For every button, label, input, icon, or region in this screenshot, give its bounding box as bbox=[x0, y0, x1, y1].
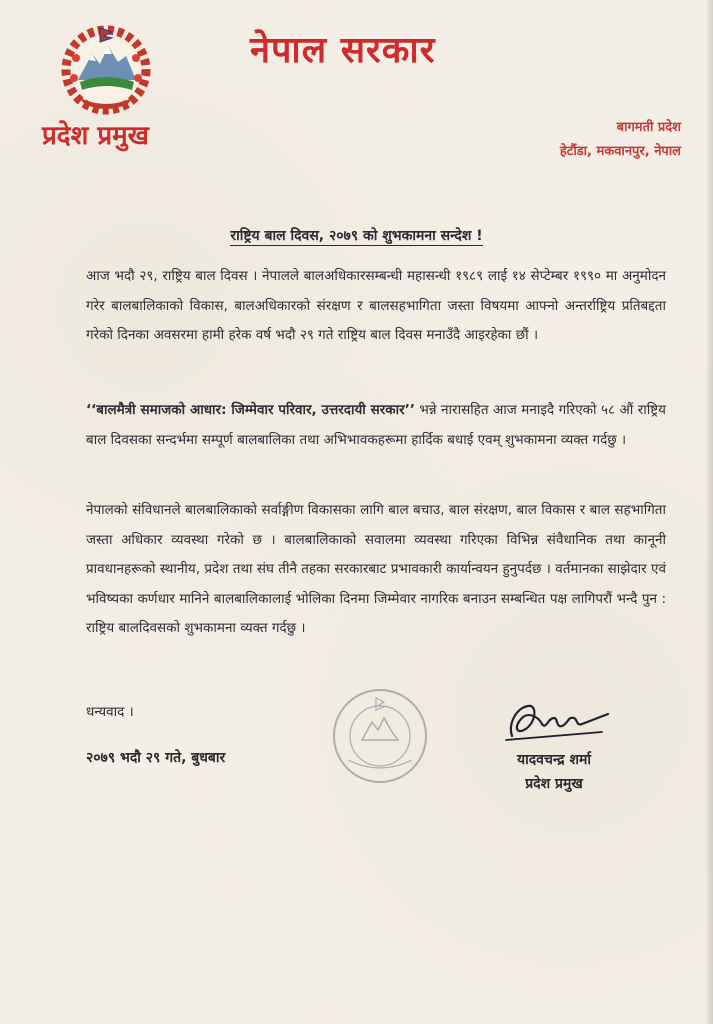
paragraph-1: आज भदौ २९, राष्ट्रिय बाल दिवस । नेपालले बालअधिकारसम्बन्धी महासन्धी १९८९ लाई १४ सेप्टेम्बर १९९० मा अनुमोदन गरेर बालबालिकाको विकास, बालअधिकारको संरक्षण र बालसहभागिता जस्ता विषयमा आफ्नो अन्तर्राष्ट्रिय प्रतिबद्दता गरेको दिनका अवसरमा हामी हरेक वर्ष भदौ २९ गते राष्ट्रिय बाल दिवस मनाउँदै आइरहेका छौं । bbox=[86, 268, 666, 343]
slogan-text: ‘‘बालमैत्री समाजको आधार: जिम्मेवार परिवार, उत्तरदायी सरकार’’ bbox=[86, 402, 415, 418]
thanks-text: धन्यवाद । bbox=[86, 704, 134, 720]
letter-date: २०७९ भदौ २९ गते, बुधबार bbox=[86, 750, 226, 766]
address-city: हेटौंडा, मकवानपुर, नेपाल bbox=[559, 144, 681, 159]
page-edge-shadow bbox=[705, 0, 713, 1024]
office-address bbox=[560, 116, 681, 164]
government-title: नेपाल सरकार bbox=[250, 30, 436, 71]
paragraph-3: नेपालको संविधानले बालबालिकाको सर्वाङ्गीण विकासका लागि बाल बचाउ, बाल संरक्षण, बाल विकास र बाल सहभागिता जस्ता अधिकार व्यवस्था गरेको छ । बालबालिकाको सवालमा व्यवस्था गरिएका विभिन्न संवैधानिक तथा कानूनी प्रावधानहरूको स्थानीय, प्रदेश तथा संघ तीनै तहका सरकारबाट प्रभावकारी कार्यान्वयन हुनुपर्दछ । वर्तमानका साझेदार एवं भविष्यका कर्णधार मानिने बालबालिकालाई भोलिका दिनमा जिम्मेवार नागरिक बनाउन सम्बन्धित पक्ष लागिपरौं भन्दै पुन : राष्ट्रिय बालदिवसको शुभकामना व्यक्त गर्दछु । bbox=[86, 502, 666, 636]
subject-text: राष्ट्रिय बाल दिवस, २०७९ को शुभकामना सन्देश ! bbox=[230, 228, 483, 244]
office-title: प्रदेश प्रमुख bbox=[42, 121, 149, 151]
signature-icon bbox=[498, 696, 618, 748]
official-stamp-icon bbox=[320, 680, 440, 790]
letter-subject bbox=[0, 226, 713, 245]
signer-title: प्रदेश प्रमुख bbox=[525, 776, 583, 792]
nepal-emblem-icon bbox=[56, 18, 156, 118]
address-province: बागमती प्रदेश bbox=[616, 120, 681, 135]
paragraph-2-text: भन्ने नारासहित आज मनाइदै गरिएको ५८ औं राष्ट्रिय बाल दिवसका सन्दर्भमा सम्पूर्ण बालबालिका तथा अभिभावकहरूमा हार्दिक बधाई एवम् शुभकामना व्यक्त गर्दछु । bbox=[86, 402, 666, 448]
paragraph-2 bbox=[86, 396, 666, 455]
signer-name: यादवचन्द्र शर्मा bbox=[516, 752, 591, 768]
